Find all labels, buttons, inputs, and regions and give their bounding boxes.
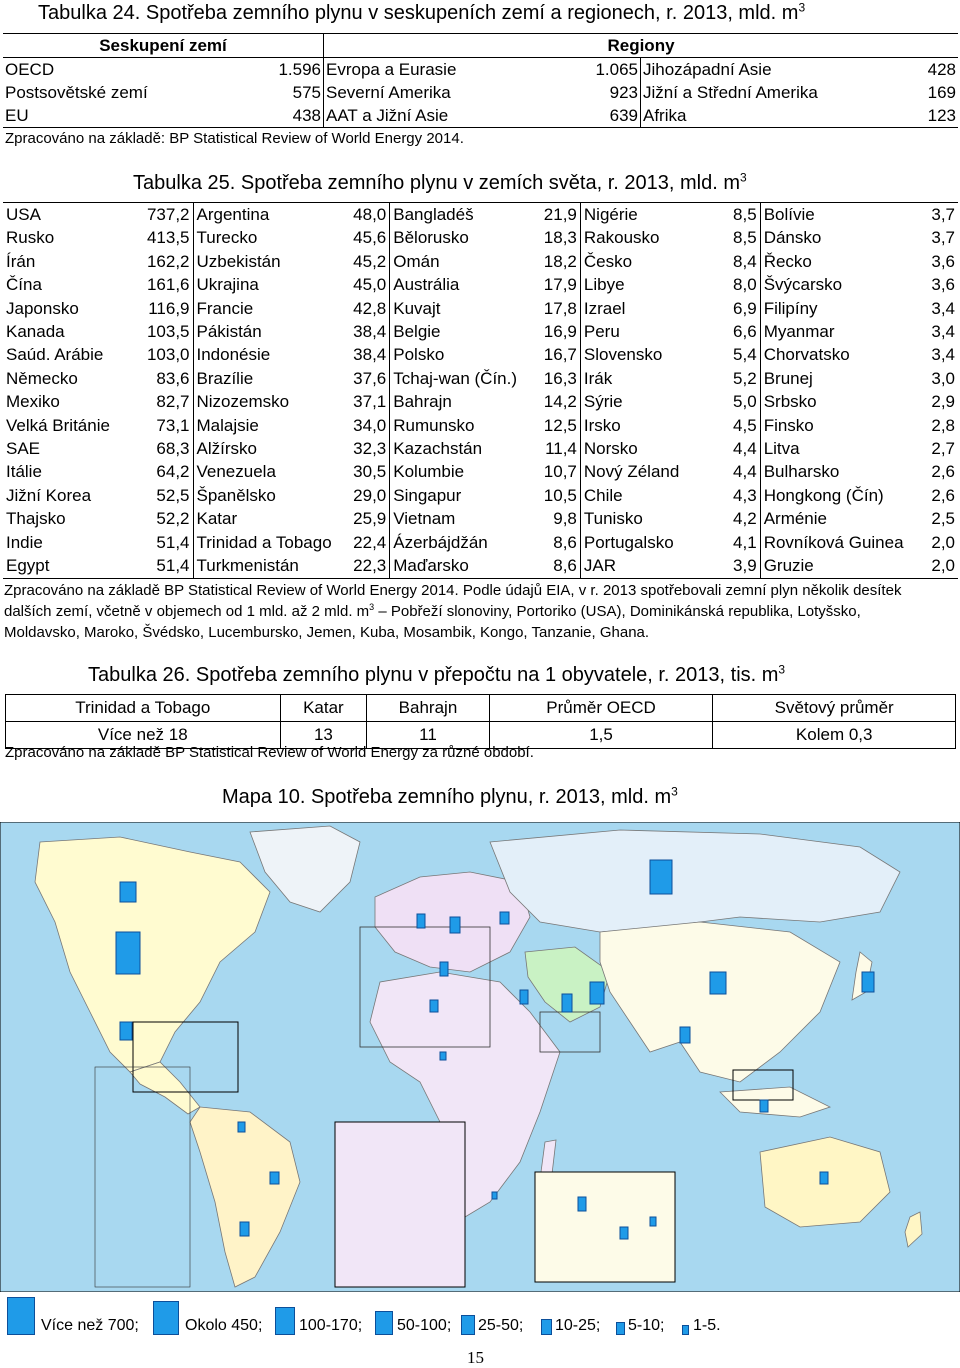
country-value: 8,0 bbox=[733, 275, 757, 295]
world-map bbox=[0, 822, 960, 1292]
south-africa-symbol bbox=[492, 1192, 497, 1199]
country-name: Chorvatsko bbox=[760, 343, 914, 366]
country-name: Rovníková Guinea bbox=[760, 531, 914, 554]
country-name: Rumunsko bbox=[390, 414, 532, 437]
malaysia-symbol bbox=[620, 1227, 628, 1239]
brazil-symbol bbox=[270, 1172, 279, 1184]
legend-label-5-10: 5-10; bbox=[628, 1317, 665, 1334]
uk-symbol bbox=[417, 914, 425, 928]
country-value: 29,0 bbox=[353, 485, 387, 505]
country-value: 737,2 bbox=[132, 203, 193, 227]
italy-symbol bbox=[440, 962, 448, 976]
country-name: Alžírsko bbox=[193, 437, 338, 460]
country-value: 5,0 bbox=[733, 392, 757, 412]
legend-symbol-10-25 bbox=[541, 1319, 552, 1335]
egypt-symbol bbox=[520, 990, 528, 1004]
legend-symbol-50-100 bbox=[375, 1311, 393, 1335]
table-row bbox=[3, 484, 958, 507]
legend-symbol-450 bbox=[153, 1301, 179, 1335]
country-name: Pákistán bbox=[193, 320, 338, 343]
country-value: 4,3 bbox=[733, 485, 757, 505]
table-row: EU 438 AAT a Jižní Asie 639 Afrika 123 bbox=[3, 104, 958, 128]
country-value: 64,2 bbox=[156, 462, 190, 482]
country-value: 48,0 bbox=[338, 203, 390, 227]
saudi-arabia-symbol bbox=[562, 994, 572, 1012]
country-value: 3,4 bbox=[931, 345, 955, 365]
country-name: Filipíny bbox=[760, 297, 914, 320]
country-name: Portugalsko bbox=[580, 531, 714, 554]
country-name: Ukrajina bbox=[193, 273, 338, 296]
country-name: Peru bbox=[580, 320, 714, 343]
table-row bbox=[3, 414, 958, 437]
country-value: 4,5 bbox=[733, 415, 757, 435]
country-name: Uzbekistán bbox=[193, 250, 338, 273]
country-value: 73,1 bbox=[156, 415, 190, 435]
table-row bbox=[3, 343, 958, 366]
country-name: Rakousko bbox=[580, 226, 714, 249]
country-name: Indie bbox=[6, 532, 43, 552]
country-value: 83,6 bbox=[156, 368, 190, 388]
legend-label-25-50: 25-50; bbox=[478, 1317, 524, 1334]
country-value: 2,0 bbox=[914, 554, 958, 578]
australia-symbol bbox=[820, 1172, 828, 1184]
country-value: 2,0 bbox=[931, 532, 955, 552]
country-value: 51,4 bbox=[132, 554, 193, 578]
country-value: 2,6 bbox=[931, 485, 955, 505]
country-name: Egypt bbox=[3, 554, 132, 578]
country-value: 42,8 bbox=[353, 298, 387, 318]
map-title: Mapa 10. Spotřeba zemního plynu, r. 2013, mld. $m^3$ bbox=[222, 784, 678, 808]
country-name: Německo bbox=[6, 368, 78, 388]
country-name: Itálie bbox=[6, 462, 42, 482]
algeria-symbol bbox=[430, 1000, 438, 1012]
country-name: Česko bbox=[580, 250, 714, 273]
country-value: 30,5 bbox=[353, 462, 387, 482]
country-name: Kanada bbox=[6, 322, 65, 342]
country-name: Turecko bbox=[193, 226, 338, 249]
country-name: Norsko bbox=[580, 437, 714, 460]
country-name: Nizozemsko bbox=[193, 390, 338, 413]
country-name: Bělorusko bbox=[390, 226, 532, 249]
table26-title: Tabulka 26. Spotřeba zemního plynu v přepočtu na 1 obyvatele, r. 2013, tis. $m^3$ bbox=[88, 662, 786, 686]
table25-title: Tabulka 25. Spotřeba zemního plynu v zemích světa, r. 2013, mld. $m^3$ bbox=[133, 170, 747, 194]
country-name: Bulharsko bbox=[760, 460, 914, 483]
country-value: 2,8 bbox=[931, 415, 955, 435]
country-name: Indonésie bbox=[193, 343, 338, 366]
country-name: USA bbox=[3, 203, 132, 227]
country-value: 6,6 bbox=[733, 322, 757, 342]
country-value: 3,6 bbox=[931, 251, 955, 271]
country-value: 2,9 bbox=[931, 392, 955, 412]
japan-symbol bbox=[862, 972, 874, 992]
country-value: 8,5 bbox=[714, 203, 760, 227]
country-name: Irák bbox=[580, 367, 714, 390]
country-value: 3,0 bbox=[931, 368, 955, 388]
legend-symbol-100-170 bbox=[275, 1307, 295, 1335]
country-value: 45,2 bbox=[353, 251, 387, 271]
legend-label-gt700: Více než 700; bbox=[41, 1317, 139, 1334]
country-value: 103,5 bbox=[146, 322, 190, 342]
country-name: Írán bbox=[6, 251, 36, 271]
country-value: 34,0 bbox=[353, 415, 387, 435]
southeast-asia-inset bbox=[535, 1172, 675, 1282]
country-value: 21,9 bbox=[532, 203, 581, 227]
country-value: 3,6 bbox=[931, 275, 955, 295]
country-value: 52,2 bbox=[156, 509, 190, 529]
table-row: OECD 1.596 Evropa a Eurasie 1.065 Jihozápadní Asie 428 bbox=[3, 58, 958, 82]
country-value: 22,3 bbox=[338, 554, 390, 578]
country-value: 2,5 bbox=[931, 509, 955, 529]
russia-symbol bbox=[650, 860, 672, 894]
country-name: Thajsko bbox=[6, 509, 66, 529]
country-name: Španělsko bbox=[193, 484, 338, 507]
country-name: Irsko bbox=[580, 414, 714, 437]
country-name: Bahrajn bbox=[390, 390, 532, 413]
country-name: SAE bbox=[6, 439, 41, 459]
ukraine-symbol bbox=[500, 912, 509, 924]
table-row bbox=[3, 507, 958, 530]
country-value: 8,5 bbox=[733, 228, 757, 248]
country-value: 116,9 bbox=[148, 298, 190, 318]
country-name: Vietnam bbox=[390, 507, 532, 530]
country-value: 2,6 bbox=[931, 462, 955, 482]
country-name: Slovensko bbox=[580, 343, 714, 366]
country-value: 11,4 bbox=[545, 439, 577, 459]
country-value: 12,5 bbox=[543, 415, 577, 435]
table-row bbox=[3, 531, 958, 554]
country-name: Hongkong (Čín) bbox=[760, 484, 914, 507]
country-value: 22,4 bbox=[353, 532, 387, 552]
vietnam-symbol bbox=[650, 1217, 656, 1226]
country-value: 45,0 bbox=[353, 275, 387, 295]
usa-symbol bbox=[116, 932, 140, 974]
nigeria-symbol bbox=[440, 1052, 446, 1060]
country-name: Velká Británie bbox=[6, 415, 110, 435]
table24-title: Tabulka 24. Spotřeba zemního plynu v seskupeních zemí a regionech, r. 2013, mld. $m^3$ bbox=[38, 0, 806, 24]
russia bbox=[490, 830, 900, 932]
indonesia-symbol bbox=[760, 1100, 768, 1112]
venezuela-symbol bbox=[238, 1122, 245, 1132]
country-name: Litva bbox=[760, 437, 914, 460]
country-name: Polsko bbox=[390, 343, 532, 366]
country-name: Venezuela bbox=[193, 460, 338, 483]
country-value: 3,4 bbox=[931, 322, 955, 342]
country-value: 161,6 bbox=[146, 275, 190, 295]
country-value: 8,6 bbox=[553, 532, 577, 552]
country-name: Tunisko bbox=[580, 507, 714, 530]
country-value: 10,5 bbox=[543, 485, 577, 505]
country-value: 3,9 bbox=[714, 554, 760, 578]
table25 bbox=[3, 202, 958, 579]
table-row bbox=[3, 320, 958, 343]
country-value: 8,4 bbox=[733, 251, 757, 271]
table-header-row: Trinidad a Tobago Katar Bahrajn Průměr OECD Světový průměr bbox=[6, 695, 956, 722]
country-value: 18,3 bbox=[543, 228, 577, 248]
country-name: Čína bbox=[6, 275, 42, 295]
country-value: 10,7 bbox=[543, 462, 577, 482]
mexico-symbol bbox=[120, 1022, 132, 1040]
country-name: Singapur bbox=[390, 484, 532, 507]
country-value: 9,8 bbox=[553, 509, 577, 529]
country-value: 52,5 bbox=[156, 485, 190, 505]
country-value: 17,8 bbox=[543, 298, 577, 318]
country-name: Trinidad a Tobago bbox=[193, 531, 338, 554]
country-value: 3,7 bbox=[914, 203, 958, 227]
country-value: 82,7 bbox=[156, 392, 190, 412]
table24-source: Zpracováno na základě: BP Statistical Review of World Energy 2014. bbox=[5, 130, 464, 147]
country-name: Brunej bbox=[760, 367, 914, 390]
country-value: 3,4 bbox=[931, 298, 955, 318]
country-value: 51,4 bbox=[156, 532, 190, 552]
table-row bbox=[3, 554, 958, 578]
country-value: 37,1 bbox=[353, 392, 387, 412]
country-value: 162,2 bbox=[146, 251, 190, 271]
country-name: Tchaj-wan (Čín.) bbox=[390, 367, 532, 390]
country-name: Srbsko bbox=[760, 390, 914, 413]
country-name: Arménie bbox=[760, 507, 914, 530]
country-name: Belgie bbox=[390, 320, 532, 343]
country-value: 68,3 bbox=[156, 439, 190, 459]
country-name: Řecko bbox=[760, 250, 914, 273]
legend-symbol-gt700 bbox=[7, 1297, 35, 1335]
table-row bbox=[3, 273, 958, 296]
page-number: 15 bbox=[467, 1348, 484, 1367]
table-row bbox=[3, 437, 958, 460]
table-row: Více než 18 13 11 1,5 Kolem 0,3 bbox=[6, 722, 956, 749]
iran-symbol bbox=[590, 982, 604, 1004]
country-name: Jižní Korea bbox=[6, 485, 92, 505]
south-atlantic-inset bbox=[335, 1122, 465, 1287]
country-value: 4,4 bbox=[733, 462, 757, 482]
country-name: Kuvajt bbox=[390, 297, 532, 320]
legend-label-50-100: 50-100; bbox=[397, 1317, 452, 1334]
country-value: 37,6 bbox=[353, 368, 387, 388]
country-name: Bangladéš bbox=[390, 203, 532, 227]
country-value: 38,4 bbox=[353, 345, 387, 365]
country-value: 5,2 bbox=[733, 368, 757, 388]
china-symbol bbox=[710, 972, 726, 994]
country-name: Chile bbox=[580, 484, 714, 507]
country-value: 103,0 bbox=[146, 345, 190, 365]
country-name: Mexiko bbox=[6, 392, 60, 412]
legend-label-10-25: 10-25; bbox=[555, 1317, 601, 1334]
country-name: Omán bbox=[390, 250, 532, 273]
country-value: 14,2 bbox=[543, 392, 577, 412]
table-row bbox=[3, 203, 958, 227]
table-row bbox=[3, 367, 958, 390]
country-name: Dánsko bbox=[760, 226, 914, 249]
country-value: 4,1 bbox=[733, 532, 757, 552]
country-name: Nigérie bbox=[580, 203, 714, 227]
country-name: Švýcarsko bbox=[760, 273, 914, 296]
thailand-symbol bbox=[578, 1197, 586, 1211]
table-row: Postsovětské zemí 575 Severní Amerika 923 Jižní a Střední Amerika 169 bbox=[5, 83, 956, 102]
country-value: 45,6 bbox=[353, 228, 387, 248]
country-name: Francie bbox=[193, 297, 338, 320]
country-value: 5,4 bbox=[733, 345, 757, 365]
country-value: 25,9 bbox=[353, 509, 387, 529]
table26 bbox=[5, 694, 956, 749]
country-value: 16,9 bbox=[543, 322, 577, 342]
country-value: 4,2 bbox=[733, 509, 757, 529]
country-value: 3,7 bbox=[931, 228, 955, 248]
country-name: Japonsko bbox=[6, 298, 79, 318]
country-name: Malajsie bbox=[193, 414, 338, 437]
legend-label-100-170: 100-170; bbox=[299, 1317, 363, 1334]
legend-symbol-1-5 bbox=[682, 1325, 689, 1335]
table-row bbox=[3, 390, 958, 413]
country-value: 413,5 bbox=[146, 228, 190, 248]
country-value: 17,9 bbox=[543, 275, 577, 295]
country-name: Sýrie bbox=[580, 390, 714, 413]
country-name: Gruzie bbox=[760, 554, 914, 578]
legend-label-450: Okolo 450; bbox=[185, 1317, 263, 1334]
country-name: JAR bbox=[580, 554, 714, 578]
canada-symbol bbox=[120, 882, 136, 902]
country-name: Turkmenistán bbox=[193, 554, 338, 578]
country-value: 32,3 bbox=[353, 439, 387, 459]
country-name: Myanmar bbox=[760, 320, 914, 343]
table-row bbox=[3, 226, 958, 249]
table24-header-regions: Regiony bbox=[324, 34, 959, 58]
country-name: Kazachstán bbox=[390, 437, 532, 460]
country-name: Maďarsko bbox=[390, 554, 532, 578]
country-name: Kolumbie bbox=[390, 460, 532, 483]
country-name: Austrália bbox=[390, 273, 532, 296]
country-name: Nový Zéland bbox=[580, 460, 714, 483]
table26-source: Zpracováno na základě BP Statistical Review of World Energy za různé období. bbox=[5, 744, 534, 761]
map-legend bbox=[5, 1297, 955, 1339]
india-symbol bbox=[680, 1027, 690, 1043]
table24-header-groups: Seskupení zemí bbox=[3, 34, 324, 58]
country-name: Argentina bbox=[193, 203, 338, 227]
country-value: 16,7 bbox=[543, 345, 577, 365]
country-value: 4,4 bbox=[733, 439, 757, 459]
country-name: Saúd. Arábie bbox=[6, 345, 104, 365]
table24 bbox=[3, 33, 958, 128]
table-row bbox=[3, 297, 958, 320]
country-value: 8,6 bbox=[532, 554, 581, 578]
country-name: Katar bbox=[193, 507, 338, 530]
country-name: Brazílie bbox=[193, 367, 338, 390]
country-name: Izrael bbox=[580, 297, 714, 320]
table-row bbox=[3, 250, 958, 273]
country-name: Rusko bbox=[6, 228, 55, 248]
country-name: Bolívie bbox=[760, 203, 914, 227]
country-name: Finsko bbox=[760, 414, 914, 437]
country-name: Ázerbájdžán bbox=[390, 531, 532, 554]
country-value: 38,4 bbox=[353, 322, 387, 342]
table-row bbox=[3, 460, 958, 483]
germany-symbol bbox=[450, 917, 460, 933]
country-value: 18,2 bbox=[543, 251, 577, 271]
legend-symbol-5-10 bbox=[616, 1322, 625, 1335]
legend-label-1-5: 1-5. bbox=[693, 1317, 721, 1334]
country-name: Libye bbox=[580, 273, 714, 296]
argentina-symbol bbox=[240, 1222, 249, 1236]
country-value: 2,7 bbox=[931, 439, 955, 459]
country-value: 6,9 bbox=[733, 298, 757, 318]
legend-symbol-25-50 bbox=[461, 1315, 475, 1335]
country-value: 16,3 bbox=[543, 368, 577, 388]
table25-source: Zpracováno na základě BP Statistical Review of World Energy 2014. Podle údajů EIA, v r. 2013 spotřebovali zemní plyn několik desítek dalších zemí, včetně v objemech od 1 mld. až 2 mld. $m^3$ – Pobřeží slonoviny, Portoriko (USA), Dominikánská republika, Lotyšsko, Moldavsko, Maroko, Švédsko, Lucembursko, Jemen, Kuba, Mosambik, Kongo, Tanzanie, Ghana. bbox=[4, 582, 902, 641]
